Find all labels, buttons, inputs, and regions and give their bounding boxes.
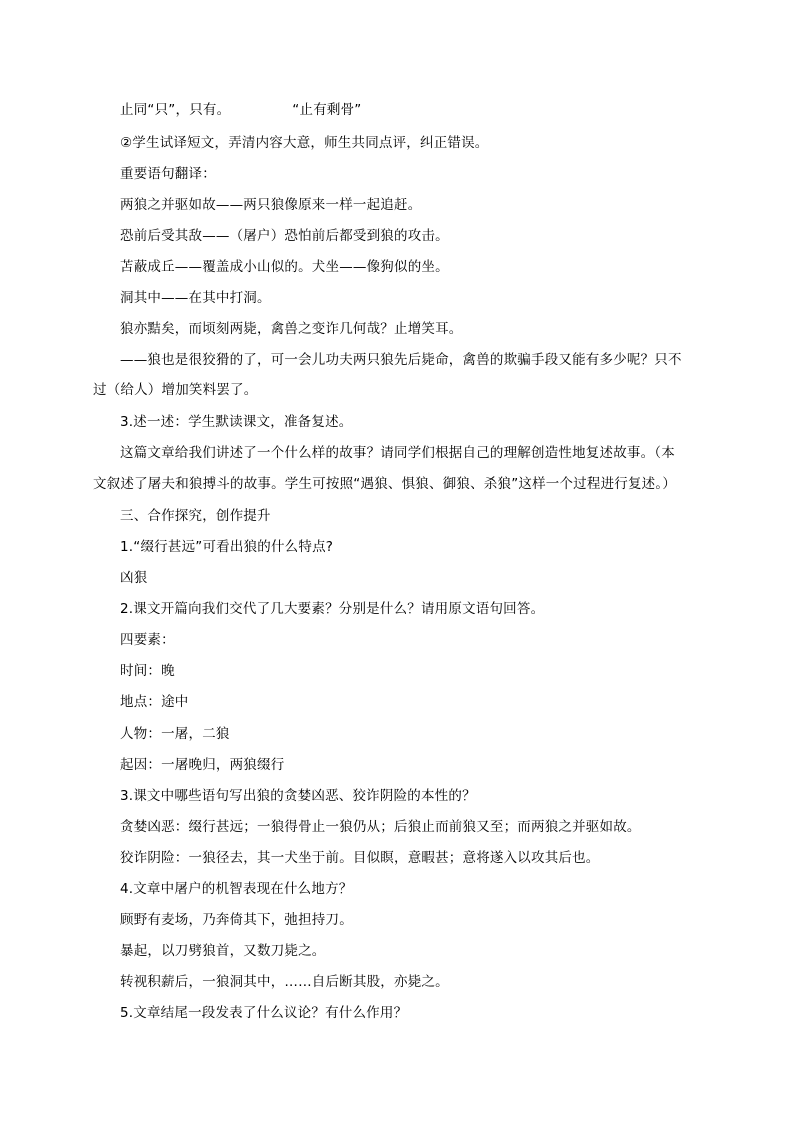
translation-line: 苫蔽成丘——覆盖成小山似的。犬坐——像狗似的坐。 [120,259,449,275]
question-line: 5.文章结尾一段发表了什么议论？有什么作用？ [120,1005,408,1021]
translation-line: ——狼也是很狡猾的了，可一会儿功夫两只狼先后毙命，禽兽的欺骗手段又能有多少呢？只不 [120,352,682,368]
answer-line: 起因：一屠晚归，两狼缀行 [120,757,285,773]
translation-line: 洞其中——在其中打洞。 [120,290,271,306]
translation-line: 两狼之并驱如故——两只狼像原来一样一起追赶。 [120,197,422,213]
section-label: 重要语句翻译： [120,166,216,182]
translation-line: 狼亦黠矣，而顷刻两毙，禽兽之变诈几何哉？止增笑耳。 [120,321,463,337]
question-line: 3.课文中哪些语句写出狼的贪婪凶恶、狡诈阴险的本性的？ [120,788,476,804]
answer-line: 凶狠 [120,570,148,586]
question-line: 4.文章中屠户的机智表现在什么地方？ [120,881,353,897]
answer-line: 四要素： [120,632,175,648]
answer-line: 转视积薪后，一狼洞其中，……自后断其股，亦毙之。 [120,974,449,990]
section-heading: 三、合作探究，创作提升 [120,508,271,524]
paragraph-line: 这篇文章给我们讲述了一个什么样的故事？请同学们根据自己的理解创造性地复述故事。（本 [120,445,675,461]
answer-line: 狡诈阴险：一狼径去，其一犬坐于前。目似瞑，意暇甚；意将遂入以攻其后也。 [120,850,600,866]
activity-heading: 3.述一述：学生默读课文，准备复述。 [120,414,353,430]
answer-line: 暴起，以刀劈狼首，又数刀毙之。 [120,943,326,959]
translation-line-continuation: 过（给人）增加笑料罢了。 [93,382,258,398]
answer-line: 顾野有麦场，乃奔倚其下，弛担持刀。 [120,912,353,928]
paragraph-line: ②学生试译短文，弄清内容大意，师生共同点评，纠正错误。 [120,135,489,151]
gloss-line [120,100,362,120]
gloss-example: “止有剩骨” [292,102,362,118]
answer-line: 人物：一屠，二狼 [120,726,230,742]
translation-line: 恐前后受其敌——（屠户）恐怕前后都受到狼的攻击。 [120,228,449,244]
answer-line: 地点：途中 [120,694,189,710]
question-line: 1.“缀行甚远”可看出狼的什么特点? [120,539,334,555]
answer-line: 时间：晚 [120,663,175,679]
gloss-definition: 止同“只”，只有。 [120,102,231,118]
question-line: 2.课文开篇向我们交代了几大要素？分别是什么？请用原文语句回答。 [120,601,545,617]
paragraph-line-continuation: 文叙述了屠夫和狼搏斗的故事。学生可按照“遇狼、惧狼、御狼、杀狼”这样一个过程进行复述。） [93,476,677,492]
answer-line: 贪婪凶恶：缀行甚远；一狼得骨止一狼仍从；后狼止而前狼又至；而两狼之并驱如故。 [120,819,641,835]
